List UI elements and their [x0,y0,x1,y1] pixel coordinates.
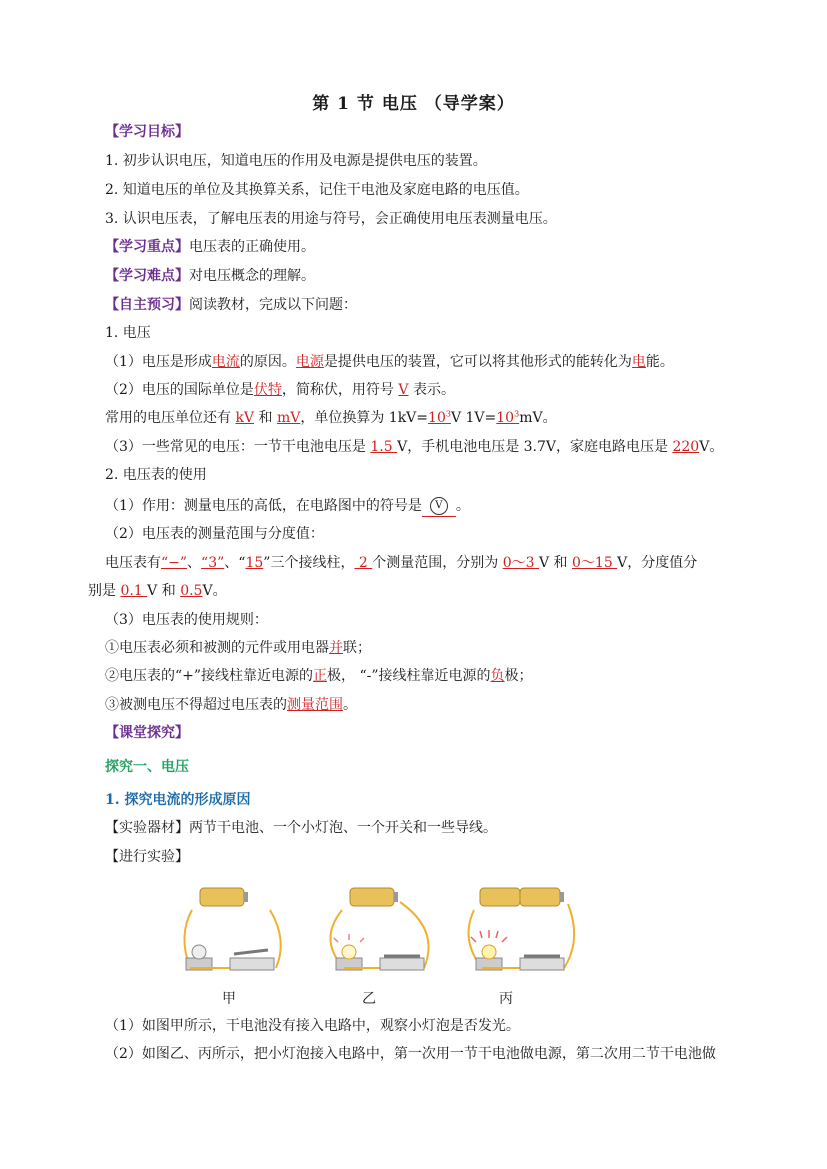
answer-base: 10 [428,410,446,426]
q3-text: （3）一些常见的电压：一节干电池电压是 [105,439,371,455]
question-4 [105,496,470,517]
answer-range-count: 2 [354,555,373,571]
q2-text: （2）电压的国际单位是 [105,382,254,398]
focus-line [105,237,315,257]
answer-source: 电源 [295,354,324,370]
explore-subheading: 探究一、电压 [105,759,189,775]
q2b-text: 常用的电压单位还有 [105,410,236,426]
battery-terminal [244,892,248,902]
battery-icon [480,888,520,906]
experiment-figure [170,880,590,980]
question-3 [105,437,723,457]
goals-heading: 【学习目标】 [105,124,189,140]
preview-text: 阅读教材，完成以下问题： [189,297,357,313]
answer-electric: 电 [631,354,646,370]
procedure-line: 【进行实验】 [105,849,189,865]
rule-text: 极； [504,668,533,684]
q1-text: 能。 [645,354,674,370]
q6b-text: V 和 [147,583,181,599]
answer-current: 电流 [211,354,240,370]
q2b-text: ，单位换算为 1kV= [300,410,429,426]
q6-text: V 和 [538,555,572,571]
difficulty-line [105,266,315,286]
answer-kv: kV [235,410,255,426]
answer-division-1: 0.1 [120,583,148,599]
answer-exponent: 3 [445,409,451,419]
q2-text: ，简称伏，用符号 [281,382,399,398]
rule-1 [105,638,371,658]
preview-heading: 【自主预习】 [105,297,189,313]
question-6b [88,581,227,601]
answer-division-2: 0.5 [180,583,203,599]
q2-text: 表示。 [408,382,455,398]
q6b-text: V。 [202,583,227,599]
q3-text: V。 [699,439,724,455]
switch-icon [520,958,564,970]
section-voltage: 1. 电压 [105,325,151,341]
rule-3 [105,695,357,715]
answer-base: 10 [496,410,515,426]
q6-text: 、 [187,555,202,571]
rule-text: ②电压表的“+”接线柱靠近电源的 [105,668,314,684]
battery-terminal [560,892,564,902]
answer-parallel: 并 [329,640,343,656]
difficulty-heading: 【学习难点】 [105,268,189,284]
battery-icon [350,888,394,906]
answer-range-2: 0～15 [572,555,618,571]
answer-neg-terminal: “−” [161,555,188,571]
question-1 [105,352,674,372]
goal-item-3: 3. 认识电压表，了解电压表的用途与符号，会正确使用电压表测量电压。 [105,211,557,227]
answer-symbol: V [398,382,409,398]
procedure-step-1: （1）如图甲所示，干电池没有接入电路中，观察小灯泡是否发光。 [105,1018,520,1034]
q2b-text: mV。 [519,410,557,426]
q6-text: ”三个接线柱， [263,555,355,571]
page-title: 第 1 节 电压 （导学案） [312,94,515,114]
battery-icon [200,888,244,906]
bulb-icon [342,945,356,959]
focus-heading: 【学习重点】 [105,239,189,255]
focus-text: 电压表的正确使用。 [189,239,315,255]
preview-line [105,295,357,315]
question-5: （2）电压表的测量范围与分度值： [105,526,324,542]
answer-power-1 [428,410,451,426]
answer-range: 测量范围 [287,697,343,713]
answer-battery: 1.5 [370,439,398,455]
voltmeter-symbol-icon: V [430,497,448,515]
rule-text: ③被测电压不得超过电压表的 [105,697,287,713]
glow-icon [334,934,364,942]
question-6 [105,553,697,573]
answer-3-terminal: “3” [201,555,225,571]
rule-text: 极， “-”接线柱靠近电源的 [327,668,491,684]
switch-lever [234,950,268,954]
q1-text: 是提供电压的装置，它可以将其他形式的能转化为 [323,354,632,370]
q6-text: V，分度值分 [617,555,698,571]
explore-item: 1. 探究电流的形成原因 [105,792,251,808]
question-2b [105,408,557,428]
difficulty-text: 对电压概念的理解。 [189,268,315,284]
rule-text: 。 [343,697,357,713]
procedure-step-2: （2）如图乙、丙所示，把小灯泡接入电路中，第一次用一节干电池做电源，第二次用二节干电池做 [105,1046,716,1062]
answer-exponent: 3 [514,409,520,419]
q6b-text: 别是 [88,583,121,599]
goal-item-2: 2. 知道电压的单位及其换算关系，记住干电池及家庭电路的电压值。 [105,182,529,198]
caption-bing: 丙 [499,991,513,1007]
q6-text: 、“ [224,555,246,571]
glow-icon [471,930,507,942]
answer-negative: 负 [490,668,505,684]
circuit-jia [184,888,280,970]
switch-icon [380,958,424,970]
q6-text: 电压表有 [105,555,161,571]
q4-text: （1）作用：测量电压的高低，在电路图中的符号是 [105,498,422,514]
section-voltmeter: 2. 电压表的使用 [105,467,207,483]
answer-symbol-blank [422,496,456,517]
answer-volt: 伏特 [253,382,282,398]
battery-icon [520,888,560,906]
q6-text: 个测量范围，分别为 [372,555,503,571]
answer-household: 220 [672,439,700,455]
answer-power-2 [496,410,519,426]
rule-text: ①电压表必须和被测的元件或用电器 [105,640,329,656]
explore-heading: 【课堂探究】 [105,725,189,741]
q3-text: V，手机电池电压是 3.7V，家庭电路电压是 [397,439,673,455]
q1-text: （1）电压是形成 [105,354,212,370]
q4-text: 。 [455,498,470,514]
battery-terminal [394,892,398,902]
caption-jia: 甲 [222,991,236,1007]
rule-text: 联； [343,640,371,656]
switch-icon [230,958,274,970]
caption-yi: 乙 [362,991,376,1007]
wire [564,904,574,968]
answer-positive: 正 [313,668,328,684]
answer-15-terminal: 15 [245,555,264,571]
question-2 [105,380,455,400]
q2b-text: 和 [254,410,277,426]
q1-text: 的原因。 [239,354,296,370]
circuit-bing [469,888,575,970]
question-7: （3）电压表的使用规则： [105,612,268,628]
materials-line: 【实验器材】两节干电池、一个小灯泡、一个开关和一些导线。 [105,820,497,836]
circuit-yi [330,888,428,970]
bulb-icon [482,945,496,959]
answer-range-1: 0～3 [502,555,539,571]
goal-item-1: 1. 初步认识电压，知道电压的作用及电源是提供电压的装置。 [105,153,487,169]
bulb-icon [192,945,206,959]
answer-mv: mV [276,410,301,426]
rule-2 [105,666,533,686]
q2b-text: V 1V= [450,410,497,426]
